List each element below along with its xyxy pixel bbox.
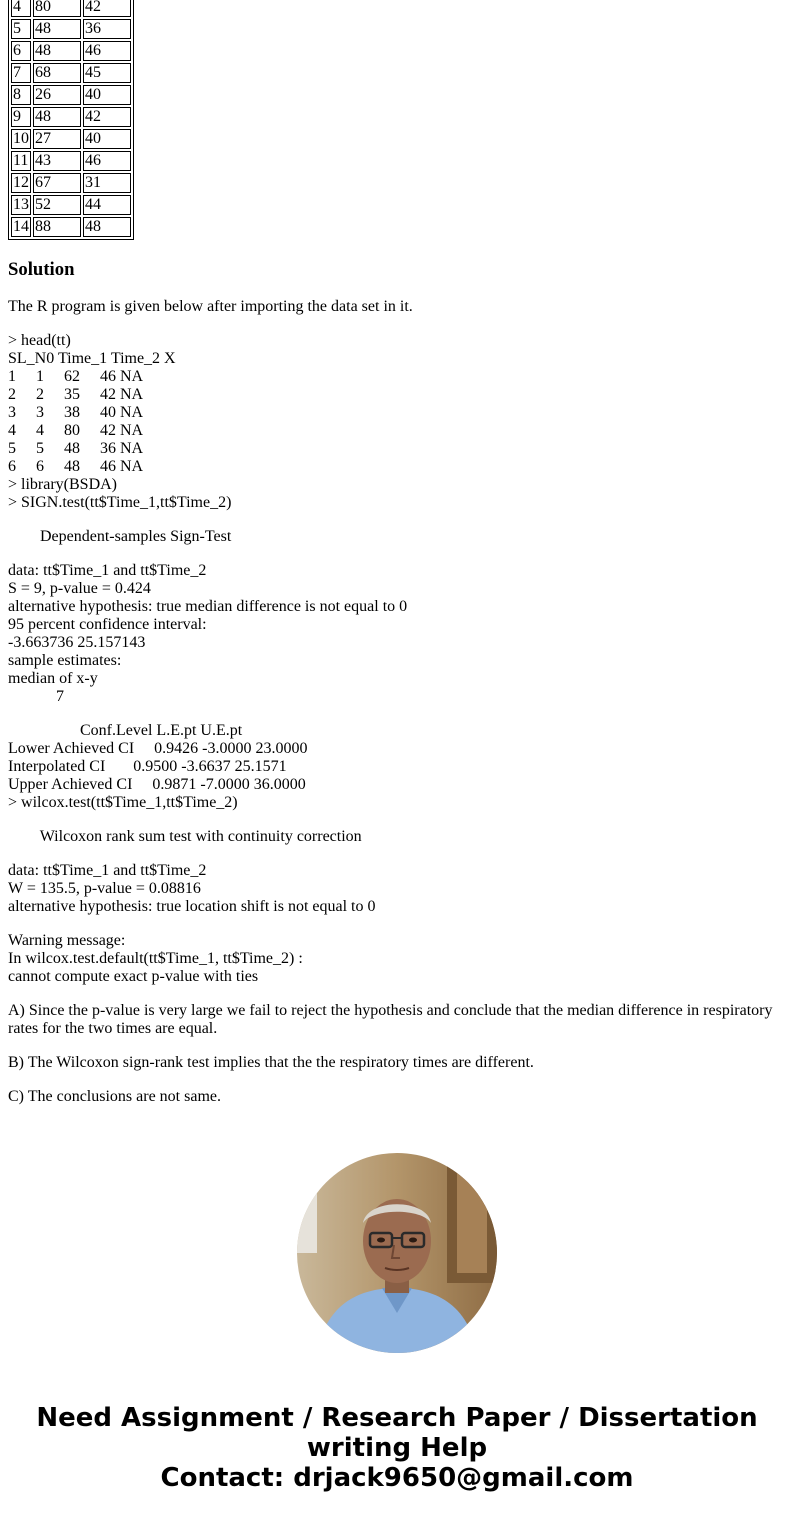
table-cell: 42 (83, 107, 131, 127)
table-row (11, 107, 131, 127)
r-output-warning: Warning message: In wilcox.test.default(tt$Time_1, tt$Time_2) : cannot compute exact p-value with ties (8, 932, 303, 985)
table-row (11, 0, 131, 17)
table-row (11, 129, 131, 149)
table-cell: 48 (33, 41, 81, 61)
table-cell: 11 (11, 151, 31, 171)
table-cell: 48 (33, 19, 81, 39)
table-row (11, 41, 131, 61)
r-output-sign-test-title: Dependent-samples Sign-Test (8, 528, 232, 545)
data-table-body (11, 0, 131, 237)
table-cell: 6 (11, 41, 31, 61)
table-cell: 13 (13, 196, 29, 213)
solution-heading: Solution (8, 259, 75, 280)
promo-banner (0, 1403, 794, 1493)
table-cell: 48 (83, 217, 131, 237)
promo-line-2: writing Help (306, 1433, 488, 1463)
table-cell: 10 (13, 130, 29, 147)
table-row (11, 217, 131, 237)
table-cell: 80 (33, 0, 81, 17)
table-row (11, 19, 131, 39)
table-cell: 46 (83, 41, 131, 61)
table-cell: 27 (33, 129, 81, 149)
table-row (11, 85, 131, 105)
table-cell: 4 (11, 0, 31, 17)
table-cell: 40 (83, 129, 131, 149)
table-cell: 7 (11, 63, 31, 83)
table-row (11, 63, 131, 83)
table-row (11, 151, 131, 171)
r-output-wilcox-results: data: tt$Time_1 and tt$Time_2 W = 135.5, p-value = 0.08816 alternative hypothesis: true location shift is not equal to 0 (8, 862, 376, 915)
answer-a: A) Since the p-value is very large we fail to reject the hypothesis and conclude that the median difference in respiratory rates for the two times are equal. (8, 1002, 773, 1037)
author-portrait-icon (297, 1153, 497, 1353)
promo-line-1: Need Assignment / Research Paper / Dissertation (36, 1403, 758, 1433)
promo-line-3: Contact: drjack9650@gmail.com (160, 1463, 634, 1493)
author-avatar (297, 1153, 497, 1353)
r-output-wilcox-title: Wilcoxon rank sum test with continuity correction (8, 828, 362, 845)
table-cell: 26 (33, 85, 81, 105)
table-cell: 42 (83, 0, 131, 17)
table-cell: 44 (83, 195, 131, 215)
table-cell: 67 (33, 173, 81, 193)
table-row (11, 195, 131, 215)
table-cell: 8 (11, 85, 31, 105)
table-cell: 45 (83, 63, 131, 83)
table-cell: 46 (83, 151, 131, 171)
answer-c: C) The conclusions are not same. (8, 1088, 221, 1105)
r-output-head-and-sign: > head(tt) SL_N0 Time_1 Time_2 X 1 1 62 46 NA 2 2 35 42 NA 3 3 38 40 NA 4 4 80 42 NA 5 5 48 36 NA 6 6 48 46 NA > library(BSDA) > SIGN.test(tt$Time_1,tt$Time_2) (8, 332, 232, 511)
table-cell: 14 (13, 218, 29, 235)
table-cell: 9 (11, 107, 31, 127)
table-cell: 12 (13, 174, 29, 191)
table-cell: 68 (33, 63, 81, 83)
answer-b: B) The Wilcoxon sign-rank test implies that the the respiratory times are different. (8, 1054, 534, 1071)
table-cell: 5 (11, 19, 31, 39)
data-table (8, 0, 134, 240)
table-row (11, 173, 131, 193)
table-cell: 88 (33, 217, 81, 237)
table-cell: 43 (33, 151, 81, 171)
table-cell: 52 (33, 195, 81, 215)
table-cell: 36 (83, 19, 131, 39)
table-cell: 31 (83, 173, 131, 193)
r-output-sign-test-results: data: tt$Time_1 and tt$Time_2 S = 9, p-value = 0.424 alternative hypothesis: true median difference is not equal to 0 95 percent confidence interval: -3.663736 25.157143 sample estimates: median of x-y 7 (8, 562, 408, 705)
table-cell: 48 (33, 107, 81, 127)
r-output-ci-table: Conf.Level L.E.pt U.E.pt Lower Achieved CI 0.9426 -3.0000 23.0000 Interpolated CI 0.9500 -3.6637 25.1571 Upper Achieved CI 0.9871 -7.0000 36.0000 > wilcox.test(tt$Time_1,tt$Time_2) (8, 722, 308, 811)
table-cell: 40 (83, 85, 131, 105)
solution-intro: The R program is given below after importing the data set in it. (8, 298, 413, 315)
